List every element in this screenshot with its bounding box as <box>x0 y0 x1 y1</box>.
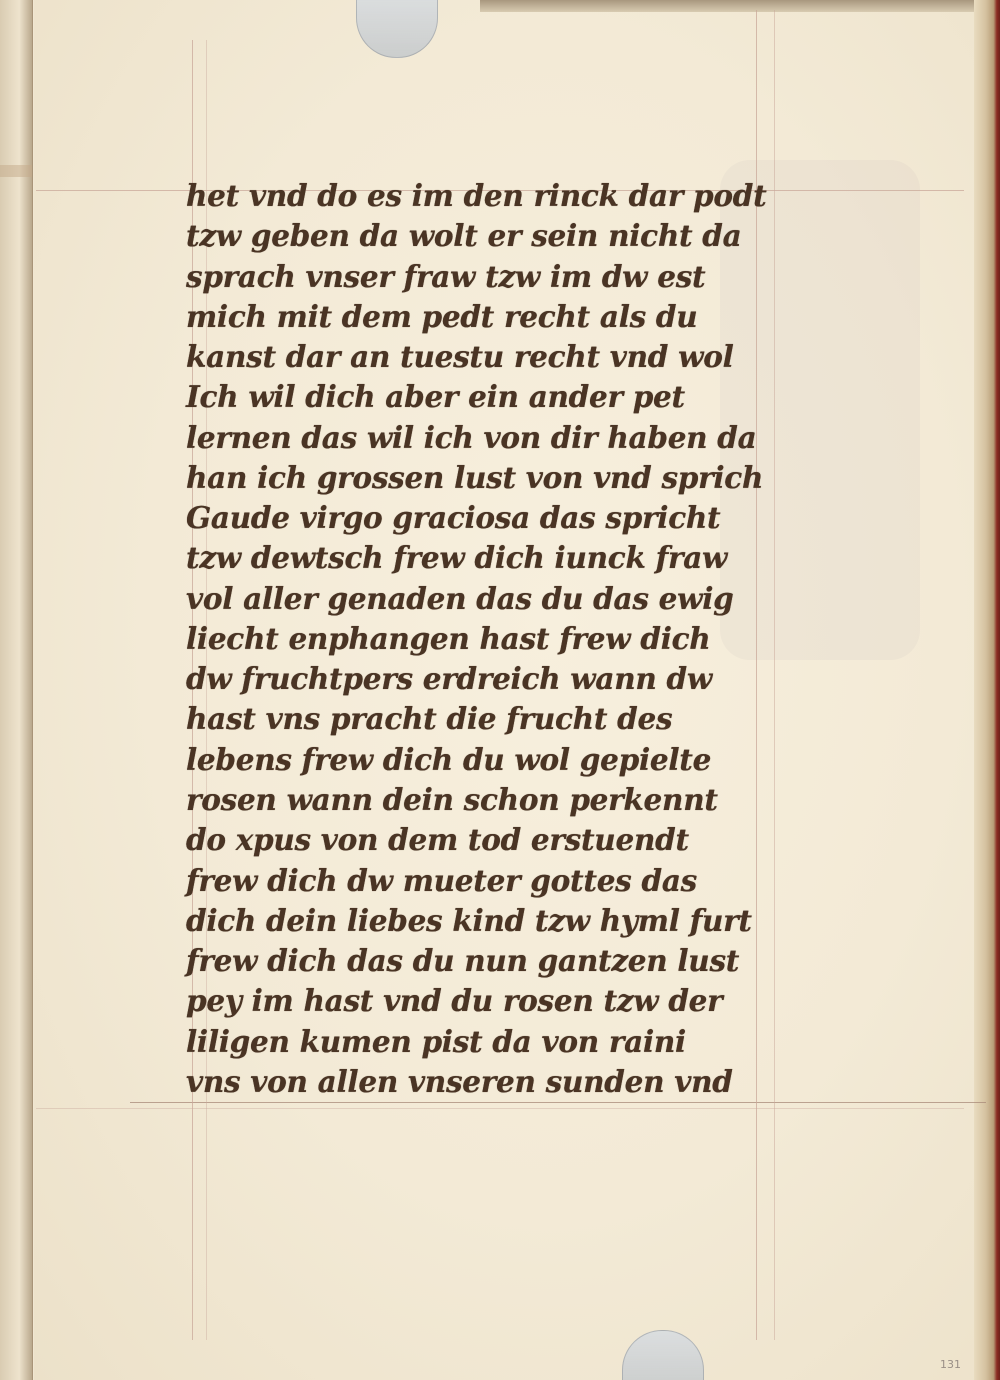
manuscript-line: lebens frew dich du wol gepielte <box>186 742 712 778</box>
manuscript-line: kanst dar an tuestu recht vnd wol <box>186 340 734 376</box>
manuscript-line: han ich grossen lust von vnd sprich <box>186 460 764 496</box>
manuscript-line: Gaude virgo graciosa das spricht <box>186 501 721 537</box>
manuscript-line: dw fruchtpers erdreich wann dw <box>186 662 712 698</box>
manuscript-line: liecht enphangen hast frew dich <box>186 621 711 657</box>
manuscript-line: tzw geben da wolt er sein nicht da <box>186 219 742 255</box>
manuscript-line: do xpus von dem tod erstuendt <box>186 823 689 859</box>
manuscript-line: sprach vnser fraw tzw im dw est <box>186 259 706 295</box>
manuscript-line: tzw dewtsch frew dich iunck fraw <box>186 541 728 577</box>
page-edge-stain <box>0 165 32 177</box>
folio-number: 131 <box>940 1358 961 1371</box>
binding-top-edge <box>480 0 1000 12</box>
manuscript-line: hast vns pracht die frucht des <box>186 702 673 738</box>
manuscript-line: vns von allen vnseren sunden vnd <box>186 1064 733 1100</box>
manuscript-line: Ich wil dich aber ein ander pet <box>186 380 685 416</box>
manuscript-line: mich mit dem pedt recht als du <box>186 299 698 335</box>
manuscript-line: pey im hast vnd du rosen tzw der <box>186 984 723 1020</box>
ruling-line-lower <box>36 1108 964 1109</box>
facing-page-edge <box>0 0 33 1380</box>
manuscript-line: vol aller genaden das du das ewig <box>186 581 734 617</box>
manuscript-text-block <box>186 180 796 1100</box>
manuscript-line: frew dich dw mueter gottes das <box>186 863 697 899</box>
manuscript-line: rosen wann dein schon perkennt <box>186 782 718 818</box>
manuscript-line: lernen das wil ich von dir haben da <box>186 420 757 456</box>
manuscript-line: frew dich das du nun gantzen lust <box>186 944 740 980</box>
ruling-line-bottom <box>130 1102 986 1103</box>
manuscript-line: het vnd do es im den rinck dar podt <box>186 179 767 214</box>
book-fore-edge <box>974 0 1000 1380</box>
manuscript-line: dich dein liebes kind tzw hyml furt <box>186 903 752 939</box>
manuscript-line: liligen kumen pist da von raini <box>186 1024 686 1060</box>
